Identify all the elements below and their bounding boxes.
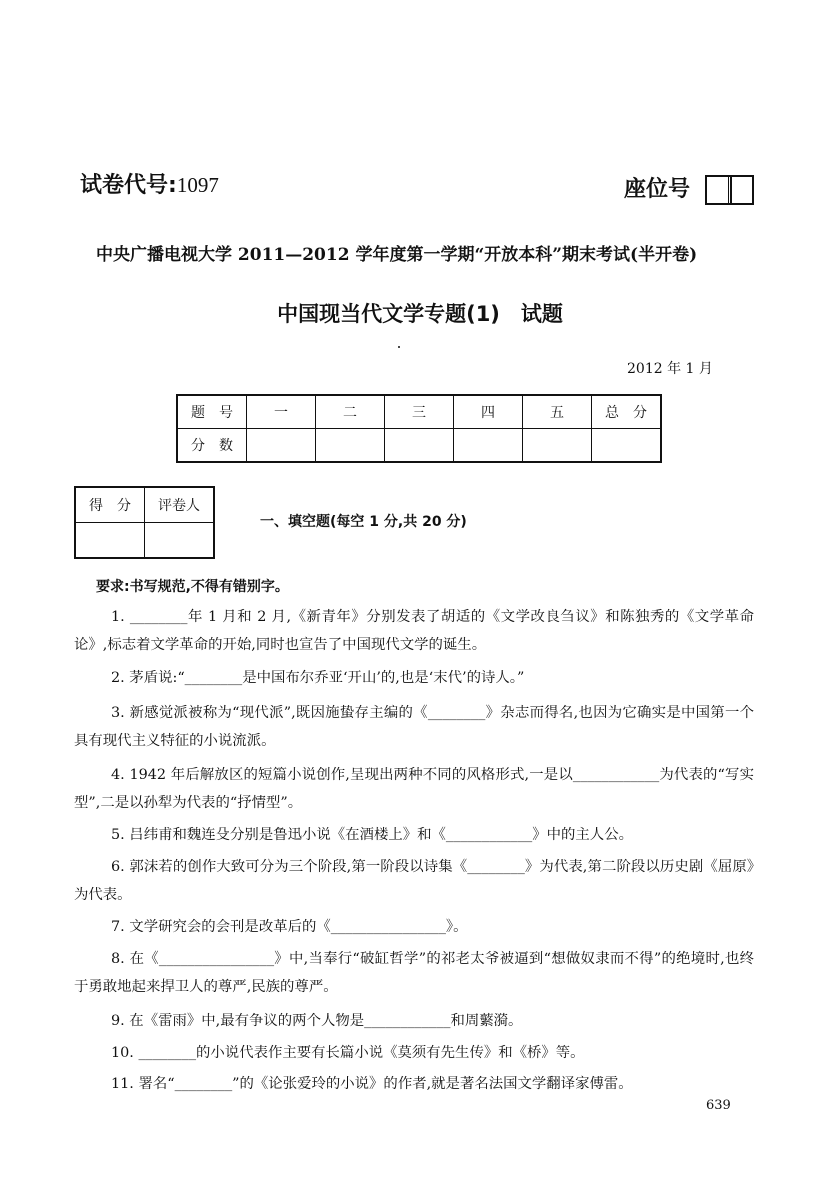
section-heading: 一、填空题(每空 1 分,共 20 分) (260, 514, 467, 530)
seat-number-box[interactable] (728, 175, 754, 205)
score-table-cell: 分 数 (177, 429, 247, 463)
grader-name-label: 评卷人 (145, 487, 215, 523)
score-table-cell: 三 (385, 395, 454, 429)
score-table-cell: 四 (454, 395, 523, 429)
score-table-cell: 题 号 (177, 395, 247, 429)
question-item: 3. 新感觉派被称为“现代派”,既因施蛰存主编的《________》杂志而得名,也因为它确实是中国第一个具有现代主义特征的小说流派。 (74, 705, 754, 749)
question-item: 10. ________的小说代表作主要有长篇小说《莫须有先生传》和《桥》等。 (111, 1045, 585, 1061)
score-table-cell: 一 (247, 395, 316, 429)
page-number: 639 (706, 1098, 731, 1113)
score-table-cell: 总 分 (592, 395, 662, 429)
stray-dot (398, 346, 400, 348)
section-requirement: 要求:书写规范,不得有错别字。 (96, 579, 289, 595)
score-summary-table (176, 394, 662, 463)
score-table-cell: 二 (316, 395, 385, 429)
score-table-score-row (177, 429, 661, 463)
paper-code-value: 1097 (176, 173, 219, 197)
question-item: 6. 郭沫若的创作大致可分为三个阶段,第一阶段以诗集《________》为代表,第二阶段以历史剧《屈原》为代表。 (74, 859, 754, 903)
grader-score-entry[interactable] (75, 523, 145, 559)
paper-code (80, 168, 219, 199)
score-entry-cell[interactable] (523, 429, 592, 463)
seat-number-label: 座位号 (624, 177, 691, 202)
question-item: 8. 在《________________》中,当奉行“破缸哲学”的祁老太爷被逼到“想做奴隶而不得”的绝境时,也终于勇敢地起来捍卫人的尊严,民族的尊严。 (74, 951, 754, 995)
question-item: 4. 1942 年后解放区的短篇小说创作,呈现出两种不同的风格形式,一是以____________为代表的“写实型”,二是以孙犁为代表的“抒情型”。 (74, 767, 754, 811)
score-entry-cell[interactable] (247, 429, 316, 463)
grader-table (74, 486, 215, 559)
score-entry-cell[interactable] (592, 429, 662, 463)
score-entry-cell[interactable] (316, 429, 385, 463)
exam-date: 2012 年 1 月 (627, 361, 713, 377)
exam-title: 中国现当代文学专题(1) 试题 (277, 302, 563, 326)
question-item: 9. 在《雷雨》中,最有争议的两个人物是____________和周蘩漪。 (111, 1013, 523, 1029)
question-item: 11. 署名“________”的《论张爱玲的小说》的作者,就是著名法国文学翻译家傅雷。 (111, 1076, 633, 1092)
question-item: 1. ________年 1 月和 2 月,《新青年》分别发表了胡适的《文学改良刍议》和陈独秀的《文学革命论》,标志着文学革命的开始,同时也宣告了中国现代文学的诞生。 (74, 609, 754, 653)
paper-code-label: 试卷代号: (80, 173, 177, 198)
grader-name-entry[interactable] (145, 523, 215, 559)
score-entry-cell[interactable] (385, 429, 454, 463)
question-item: 5. 吕纬甫和魏连殳分别是鲁迅小说《在酒楼上》和《____________》中的主人公。 (111, 827, 633, 843)
question-item: 7. 文学研究会的会刊是改革后的《________________》。 (111, 919, 468, 935)
score-entry-cell[interactable] (454, 429, 523, 463)
grader-score-label: 得 分 (75, 487, 145, 523)
score-table-cell: 五 (523, 395, 592, 429)
question-item: 2. 茅盾说:“________是中国布尔乔亚‘开山’的,也是‘末代’的诗人。” (111, 670, 525, 686)
exam-subtitle: 中央广播电视大学 2011—2012 学年度第一学期“开放本科”期末考试(半开卷) (96, 245, 698, 265)
score-table-header-row (177, 395, 661, 429)
